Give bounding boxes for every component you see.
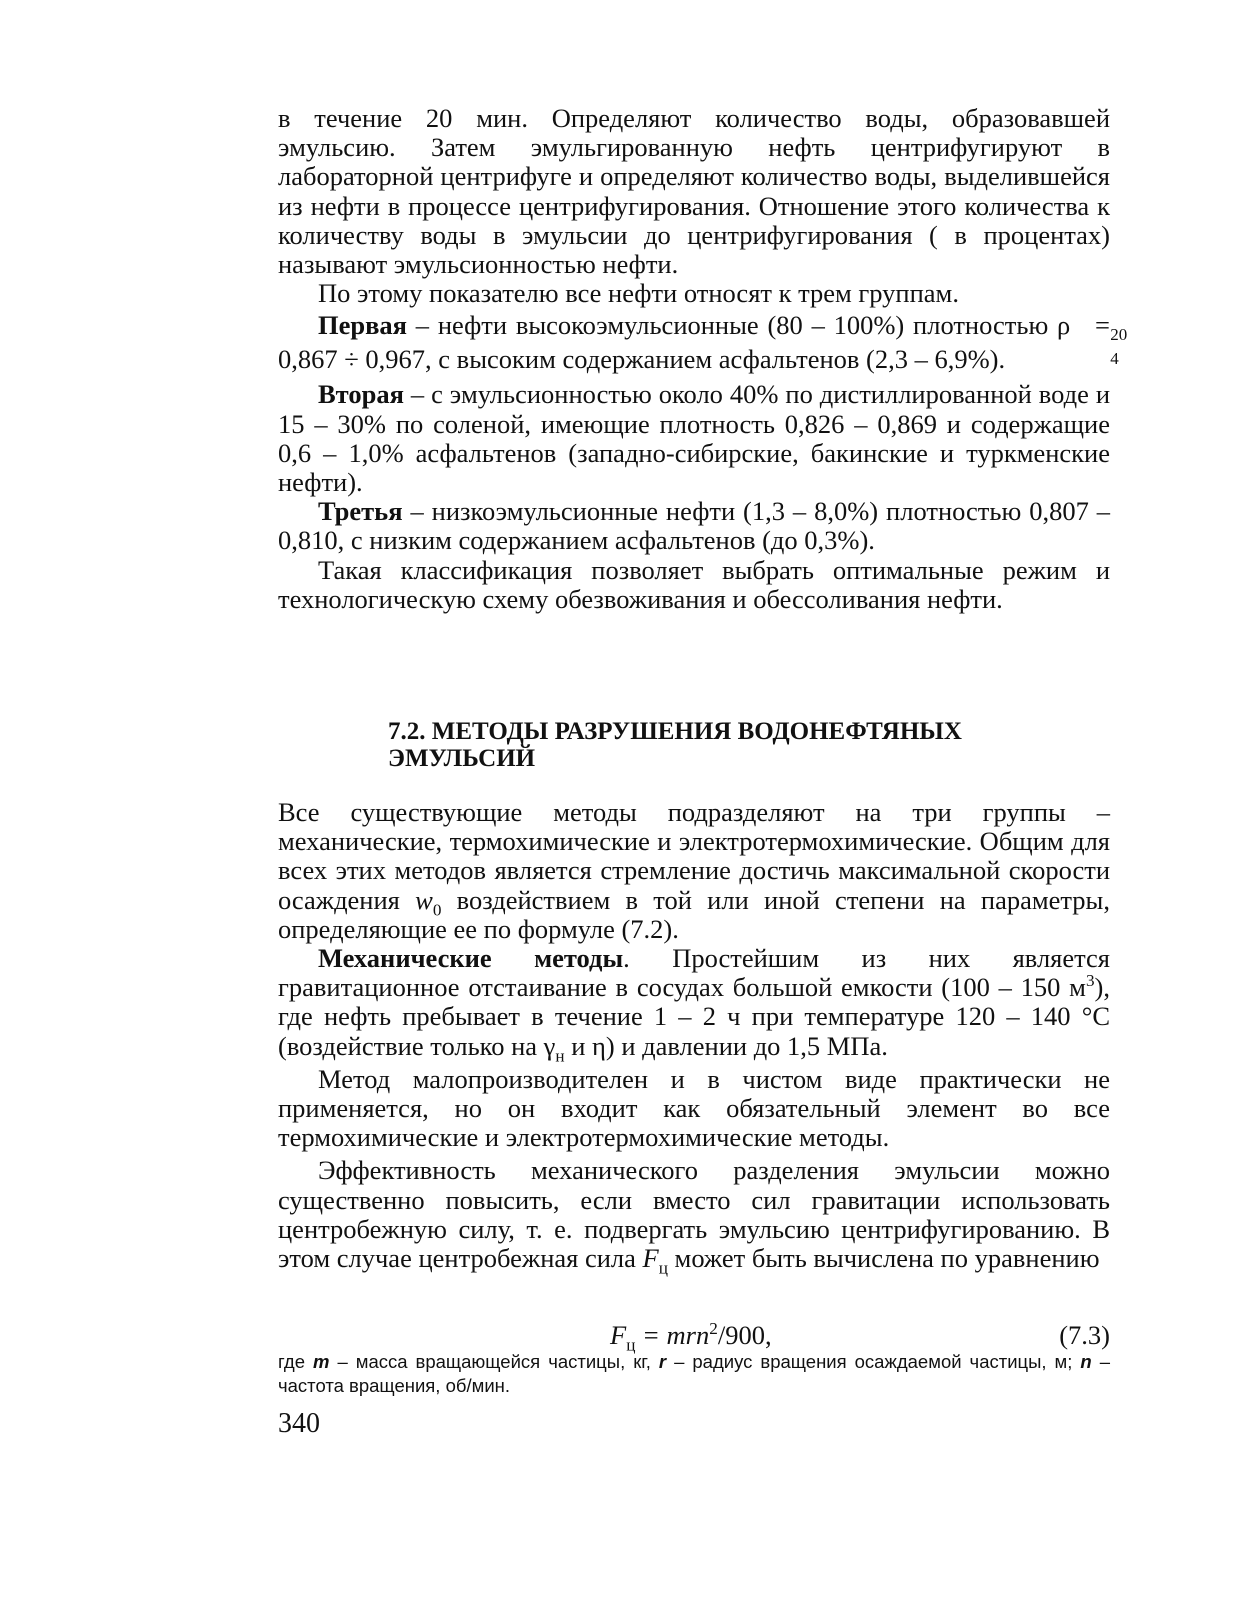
- term-second: Вторая: [318, 379, 404, 410]
- paragraph-methods-intro: [278, 798, 1110, 944]
- note-m: m: [313, 1351, 330, 1372]
- section-heading-line-2: ЭМУЛЬСИЙ: [388, 745, 536, 772]
- paragraph-second-group: [278, 380, 1110, 497]
- mechanical-text-b: ), где нефть пребывает в течение 1 – 2 ч при температуре 120 – 140 °С (воздействие только на γ: [278, 972, 1110, 1061]
- third-group-text: – низкоэмульсионные нефти (1,3 – 8,0%) плотностью 0,807 – 0,810, с низким содержанием асфальтенов (до 0,3%).: [278, 496, 1110, 556]
- paragraph-third-group: [278, 497, 1110, 555]
- centrifugation-text-a: Эффективность механического разделения эмульсии можно существенно повысить, если вместо сил гравитации использовать центробежную силу, т. е. подвергать эмульсию центрифугированию. В этом случае центробежная сила: [278, 1155, 1110, 1274]
- second-group-text: – с эмульсионностью около 40% по дистиллированной воде и 15 – 30% по соленой, имеющие плотность 0,826 – 0,869 и содержащие 0,6 – 1,0% асфальтенов (западно-сибирские, бакинские и туркменские нефти).: [278, 379, 1110, 498]
- force-var: F: [642, 1243, 659, 1274]
- note-d: – частота вращения, об/мин.: [278, 1351, 1111, 1396]
- velocity-sub: 0: [432, 899, 442, 919]
- paragraph-2: По этому показателю все нефти относят к трем группам.: [318, 278, 959, 309]
- formula-lhs-sub: ц: [626, 1335, 636, 1355]
- velocity-var: w: [415, 884, 433, 915]
- formula-eq: = mrn: [635, 1320, 710, 1350]
- mechanical-text-c: и η) и давлении до 1,5 МПа.: [564, 1030, 888, 1061]
- term-first: Первая: [318, 310, 408, 341]
- paragraph-first-group: [278, 308, 1128, 376]
- gamma-sub: н: [555, 1045, 565, 1065]
- section-heading-line-1: 7.2. МЕТОДЫ РАЗРУШЕНИЯ ВОДОНЕФТЯНЫХ: [388, 718, 962, 745]
- first-group-text-b: = 0,867 ÷ 0,967, с высоким содержанием асфальтенов (2,3 – 6,9%).: [278, 310, 1110, 375]
- term-mechanical-methods: Механические методы: [318, 943, 624, 974]
- paragraph-mechanical-methods: [278, 943, 1110, 1065]
- first-group-text-a: – нефти высокоэмульсионные (80 – 100%) плотностью ρ: [407, 310, 1071, 341]
- note-b: – масса вращающейся частицы, кг,: [329, 1351, 659, 1372]
- formula-sup: 2: [709, 1319, 718, 1339]
- text-column-top: [278, 103, 1128, 614]
- paragraph-centrifugation: [278, 1155, 1110, 1278]
- formula-number: (7.3): [1059, 1320, 1110, 1350]
- formula-lhs: F: [610, 1320, 627, 1350]
- term-third: Третья: [318, 496, 403, 527]
- note-a: где: [278, 1351, 313, 1372]
- section-heading: [388, 718, 1088, 772]
- formula-note: [278, 1350, 1110, 1398]
- formula-rhs: /900,: [717, 1320, 772, 1350]
- note-c: – радиус вращения осаждаемой частицы, м;: [666, 1351, 1081, 1372]
- note-r: r: [658, 1351, 667, 1372]
- text-column-bottom: [278, 797, 1110, 1278]
- paragraph-classification: Такая классификация позволяет выбрать оптимальные режим и технологическую схему обезвоживания и обессоливания нефти.: [278, 554, 1110, 614]
- methods-intro-text-a: Все существующие методы подразделяют на три группы – механические, термохимические и электротермохимические. Общим для всех этих методов является стремление достичь максимальной скорости осаждения: [278, 797, 1110, 915]
- cubic-sup: 3: [1085, 971, 1095, 991]
- density-sub: 4: [1110, 349, 1119, 369]
- centrifugation-text-b: может быть вычислена по уравнению: [667, 1243, 1100, 1274]
- force-sub: ц: [658, 1258, 668, 1278]
- note-n: n: [1080, 1351, 1092, 1372]
- paragraph-1: в течение 20 мин. Определяют количество воды, образовавшей эмульсию. Затем эмульгированную нефть центрифугируют в лабораторной центрифуге и определяют количество воды, выделившейся из нефти в процессе центрифугирования. Отношение этого количества к количеству воды в эмульсии до центрифугирования ( в процентах) называют эмульсионностью нефти.: [278, 103, 1110, 280]
- methods-intro-text-b: воздействием в той или иной степени на параметры, определяющие ее по формуле (7.2).: [278, 884, 1110, 944]
- paragraph-method-performance: Метод малопроизводителен и в чистом виде практически не применяется, но он входит как обязательный элемент во все термохимические и электротермохимические методы.: [278, 1063, 1110, 1153]
- formula-expression: [610, 1319, 772, 1355]
- formula-7-3: [278, 1319, 1110, 1355]
- page-number: 340: [278, 1408, 320, 1439]
- density-sup: 20: [1110, 325, 1128, 345]
- mechanical-text-a: . Простейшим из них является гравитационное отстаивание в сосудах большой емкости (100 – 150 м: [278, 943, 1110, 1003]
